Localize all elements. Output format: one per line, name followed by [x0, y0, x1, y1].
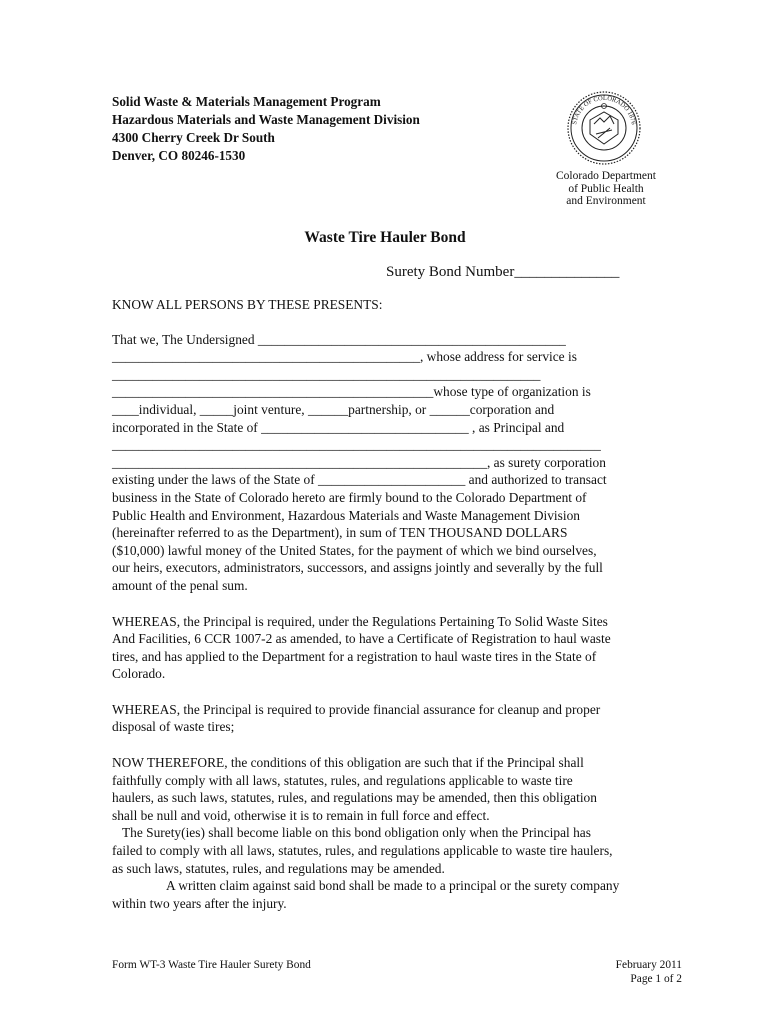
- principal-line-3: ________________________________________________________________: [112, 366, 541, 382]
- whereas-1-line-3: tires, and has applied to the Department for a registration to haul waste tires in the State of: [112, 648, 597, 664]
- now-therefore-line-2: faithfully comply with all laws, statutes, rules, and regulations applicable to waste tire: [112, 772, 573, 788]
- binding-text-2: Public Health and Environment, Hazardous Materials and Waste Management Division: [112, 507, 580, 523]
- city-state-zip: Denver, CO 80246-1530: [112, 148, 246, 163]
- agency-logo-text: [551, 170, 661, 208]
- whereas-1-line-2: And Facilities, 6 CCR 1007-2 as amended, to have a Certificate of Registration to haul waste: [112, 631, 611, 647]
- binding-text-1: business in the State of Colorado hereto are firmly bound to the Colorado Department of: [112, 489, 587, 505]
- surety-bond-number: Surety Bond Number______________: [386, 264, 620, 280]
- know-all-heading: KNOW ALL PERSONS BY THESE PRESENTS:: [112, 297, 383, 312]
- footer-date: February 2011: [615, 959, 682, 971]
- street-address: 4300 Cherry Creek Dr South: [112, 130, 275, 145]
- document-title: Waste Tire Hauler Bond: [304, 229, 466, 246]
- bond-body: [112, 296, 687, 912]
- binding-text-6: amount of the penal sum.: [112, 577, 248, 593]
- surety-blank-line: _________________________________________________________________________: [112, 437, 601, 453]
- surety-corporation-line: ________________________________________________________, as surety corporation: [112, 454, 606, 470]
- now-therefore-line-4: shall be null and void, otherwise it is to remain in full force and effect.: [112, 807, 490, 823]
- whereas-2-line-1: WHEREAS, the Principal is required to provide financial assurance for cleanup and proper: [112, 701, 601, 717]
- binding-text-5: our heirs, executors, administrators, successors, and assigns jointly and severally by the full: [112, 560, 603, 576]
- written-claim-line-1: A written claim against said bond shall be made to a principal or the surety company: [166, 878, 620, 894]
- program-address-block: [112, 93, 420, 165]
- surety-liability-line-2: failed to comply with all laws, statutes, rules, and regulations applicable to waste tire haulers,: [112, 843, 613, 859]
- binding-text-3: (hereinafter referred to as the Department), in sum of TEN THOUSAND DOLLARS: [112, 525, 568, 541]
- footer-page-number: Page 1 of 2: [630, 973, 682, 985]
- principal-line-1: That we, The Undersigned ______________________________________________: [112, 331, 566, 347]
- agency-line-2: of Public Health: [568, 182, 644, 195]
- whereas-2-line-2: disposal of waste tires;: [112, 719, 235, 735]
- footer-form-label: Form WT-3 Waste Tire Hauler Surety Bond: [112, 959, 311, 971]
- footer-date-page: [560, 958, 682, 986]
- incorporation-state-line: incorporated in the State of _______________________________ , as Principal and: [112, 419, 565, 435]
- whereas-1-line-1: WHEREAS, the Principal is required, under the Regulations Pertaining To Solid Waste Sites: [112, 613, 608, 629]
- binding-text-4: ($10,000) lawful money of the United States, for the payment of which we bind ourselves,: [112, 542, 597, 558]
- program-name: Solid Waste & Materials Management Program: [112, 94, 381, 109]
- surety-state-line: existing under the laws of the State of ______________________ and authorized to transact: [112, 472, 607, 488]
- organization-type-line: ____individual, _____joint venture, ______partnership, or ______corporation and: [112, 401, 555, 417]
- now-therefore-line-1: NOW THEREFORE, the conditions of this obligation are such that if the Principal shall: [112, 755, 584, 771]
- principal-line-2: ______________________________________________, whose address for service is: [112, 349, 577, 365]
- agency-line-1: Colorado Department: [556, 170, 656, 182]
- agency-line-3: and Environment: [566, 195, 646, 207]
- principal-line-4: ________________________________________________whose type of organization is: [112, 384, 591, 400]
- whereas-1-line-4: Colorado.: [112, 666, 166, 682]
- surety-liability-line-3: as such laws, statutes, rules, and regulations may be amended.: [112, 860, 445, 876]
- now-therefore-line-3: haulers, as such laws, statutes, rules, and regulations may be amended, then this obligation: [112, 790, 597, 806]
- division-name: Hazardous Materials and Waste Management Division: [112, 112, 420, 127]
- written-claim-line-2: within two years after the injury.: [112, 895, 287, 911]
- seal-text: STATE OF COLORADO 1876: [571, 94, 637, 126]
- surety-liability-line-1: The Surety(ies) shall become liable on this bond obligation only when the Principal has: [122, 825, 591, 841]
- colorado-state-seal: [566, 90, 642, 166]
